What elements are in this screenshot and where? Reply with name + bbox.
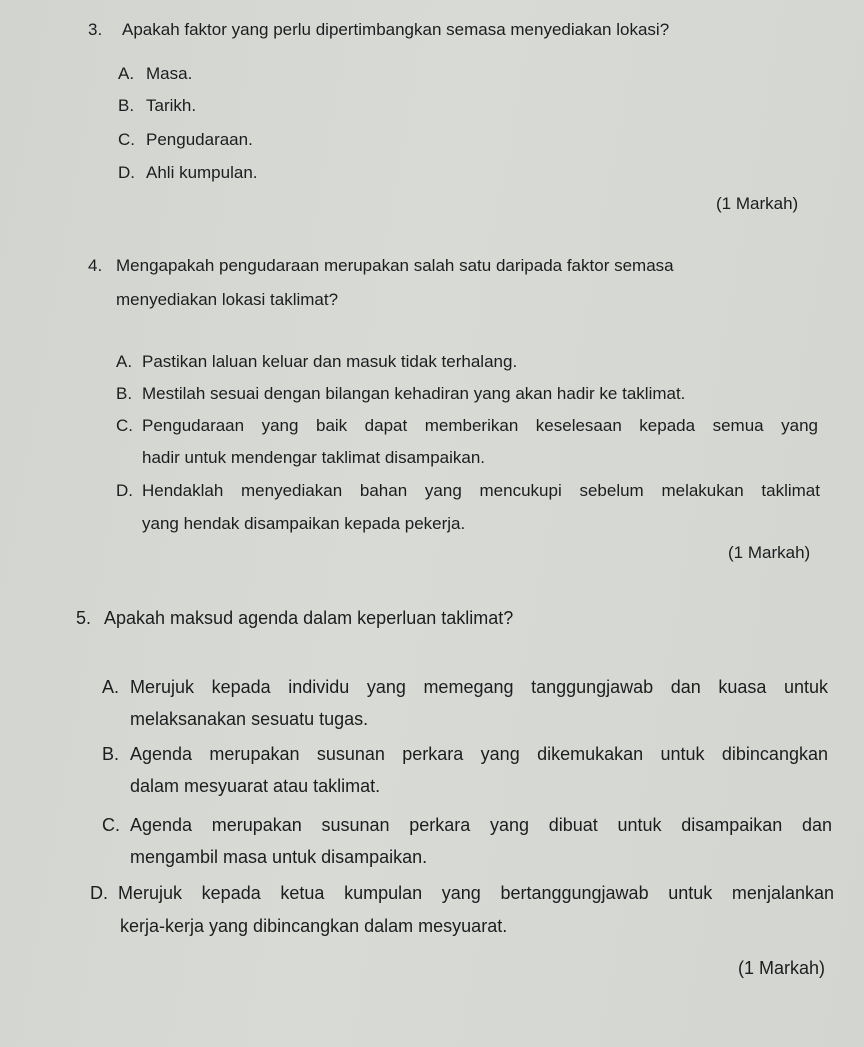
question-5-option-b (102, 744, 828, 764)
question-4-option-b (116, 384, 685, 404)
question-3-text (88, 20, 669, 40)
question-5-option-b-continuation: dalam mesyuarat atau taklimat. (130, 776, 381, 796)
option-text: Pengudaraan. (146, 130, 253, 149)
option-label: A. (118, 64, 135, 83)
question-4-marks: (1 Markah) (728, 543, 811, 562)
question-4-option-d-continuation: yang hendak disampaikan kepada pekerja. (142, 514, 466, 533)
question-5-option-c-continuation: mengambil masa untuk disampaikan. (130, 847, 428, 867)
question-3-number: 3. (88, 20, 103, 39)
option-text: Merujuk kepada individu yang memegang tanggungjawab dan kuasa untuk (130, 677, 828, 697)
option-label: B. (116, 384, 133, 403)
question-4-stem-line1: Mengapakah pengudaraan merupakan salah satu daripada faktor semasa (116, 256, 674, 275)
option-text: Ahli kumpulan. (146, 163, 258, 182)
question-3-option-c (118, 130, 253, 150)
question-3-stem: Apakah faktor yang perlu dipertimbangkan semasa menyediakan lokasi? (122, 20, 670, 39)
option-text: Mestilah sesuai dengan bilangan kehadiran yang akan hadir ke taklimat. (142, 384, 686, 403)
question-4-number: 4. (88, 256, 103, 275)
question-4-stem-line2: menyediakan lokasi taklimat? (116, 290, 339, 309)
question-3-option-b (118, 96, 196, 116)
question-4-option-a (116, 352, 517, 372)
option-label: A. (116, 352, 133, 371)
question-4-text (88, 256, 674, 276)
option-label: C. (102, 815, 120, 835)
question-4-option-d (116, 481, 820, 501)
option-text: Pastikan laluan keluar dan masuk tidak terhalang. (142, 352, 518, 371)
question-5-option-c (102, 815, 832, 835)
question-4-option-c (116, 416, 818, 436)
option-text: Tarikh. (146, 96, 197, 115)
question-3-marks: (1 Markah) (716, 194, 799, 213)
option-text: Agenda merupakan susunan perkara yang dikemukakan untuk dibincangkan (130, 744, 828, 764)
question-5-marks: (1 Markah) (738, 958, 826, 978)
option-text: Merujuk kepada ketua kumpulan yang bertanggungjawab untuk menjalankan (118, 883, 834, 903)
question-4-option-c-continuation: hadir untuk mendengar taklimat disampaikan. (142, 448, 486, 467)
question-5-option-a (102, 677, 828, 697)
option-text: Pengudaraan yang baik dapat memberikan keselesaan kepada semua yang (142, 416, 818, 435)
option-text: Agenda merupakan susunan perkara yang dibuat untuk disampaikan dan (130, 815, 832, 835)
option-label: B. (102, 744, 120, 764)
option-label: D. (116, 481, 133, 500)
option-label: B. (118, 96, 135, 115)
option-label: D. (90, 883, 108, 903)
option-label: C. (118, 130, 135, 149)
option-text: Masa. (146, 64, 193, 83)
question-5-stem: Apakah maksud agenda dalam keperluan taklimat? (104, 608, 514, 628)
question-5-option-d-continuation: kerja-kerja yang dibincangkan dalam mesyuarat. (120, 916, 508, 936)
option-text: Hendaklah menyediakan bahan yang mencukupi sebelum melakukan taklimat (142, 481, 820, 500)
question-5-number: 5. (76, 608, 92, 628)
question-5-text (76, 608, 513, 628)
question-5-option-a-continuation: melaksanakan sesuatu tugas. (130, 709, 369, 729)
option-label: A. (102, 677, 120, 697)
question-3-option-a (118, 64, 192, 84)
option-label: D. (118, 163, 135, 182)
question-5-option-d (90, 883, 834, 903)
option-label: C. (116, 416, 133, 435)
question-3-option-d (118, 163, 258, 183)
